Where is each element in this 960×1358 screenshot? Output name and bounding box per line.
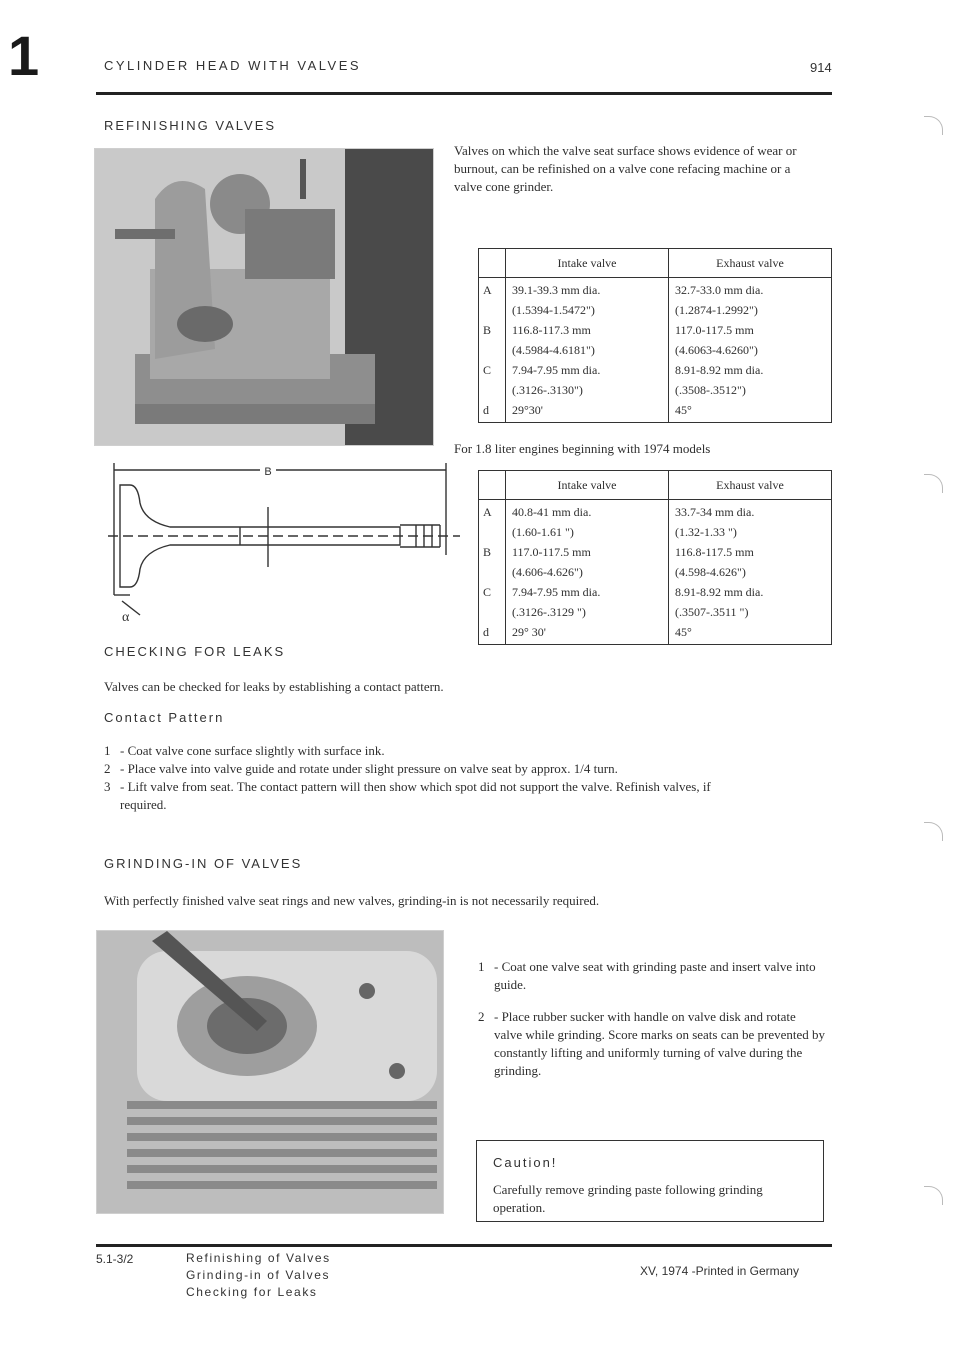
step-text: - Lift valve from seat. The contact pattern will then show which spot did not support the valve. Refinish valves, if required. xyxy=(120,779,711,812)
footer-title: Checking for Leaks xyxy=(186,1285,318,1299)
table-header-blank xyxy=(479,471,506,500)
step-number: 2 xyxy=(104,761,111,776)
margin-mark xyxy=(924,474,943,493)
step-number: 3 xyxy=(104,779,111,794)
intake-value: 29° 30' xyxy=(512,625,546,639)
machine-illustration xyxy=(95,149,433,445)
valve-spec-table xyxy=(478,248,832,423)
footer-title: Refinishing of Valves xyxy=(186,1251,331,1265)
exhaust-values xyxy=(669,278,832,423)
margin-mark xyxy=(924,116,943,135)
table-header-exhaust: Exhaust valve xyxy=(669,471,832,500)
step-number: 1 xyxy=(478,959,485,974)
letter-b: B xyxy=(483,323,492,337)
exhaust-value: (.3507-.3511 ") xyxy=(675,605,749,619)
intake-value: 7.94-7.95 mm dia. xyxy=(512,363,601,377)
dimension-letters xyxy=(479,500,506,645)
intake-value: (.3126-.3130") xyxy=(512,383,583,397)
intake-values xyxy=(506,278,669,423)
intake-values xyxy=(506,500,669,645)
exhaust-value: (1.2874-1.2992") xyxy=(675,303,758,317)
step-text: - Place valve into valve guide and rotate under slight pressure on valve seat by approx. 1/4 turn. xyxy=(120,761,618,776)
contact-pattern-heading: Contact Pattern xyxy=(104,710,225,725)
section-heading-leaks: CHECKING FOR LEAKS xyxy=(104,644,286,659)
exhaust-value: 33.7-34 mm dia. xyxy=(675,505,755,519)
exhaust-value: 45° xyxy=(675,403,692,417)
table-header-row xyxy=(479,471,832,500)
table-header-blank xyxy=(479,249,506,278)
caution-box xyxy=(476,1140,824,1222)
intake-value: (.3126-.3129 ") xyxy=(512,605,586,619)
letter-a: A xyxy=(483,505,492,519)
dimension-letters xyxy=(479,278,506,423)
table2-caption: For 1.8 liter engines beginning with 1974 models xyxy=(454,441,711,456)
running-title: CYLINDER HEAD WITH VALVES xyxy=(104,58,362,73)
list-item xyxy=(104,778,844,814)
step-number: 1 xyxy=(104,743,111,758)
cylinder-head-grinding-photo xyxy=(96,930,444,1214)
list-item xyxy=(478,1008,826,1080)
margin-mark xyxy=(924,1186,943,1205)
grinding-steps xyxy=(478,958,826,1080)
step-text: - Place rubber sucker with handle on valve disk and rotate valve while grinding. Score marks on seats can be prevented by constantly lifting and uniformly turning of valve during the grinding. xyxy=(494,1009,826,1078)
letter-c: C xyxy=(483,585,492,599)
list-item xyxy=(104,742,844,760)
section-heading-refinishing: REFINISHING VALVES xyxy=(104,118,277,133)
refinishing-text: Valves on which the valve seat surface shows evidence of wear or burnout, can be refinished on a valve cone refacing machine or a valve cone grinder. xyxy=(454,143,797,194)
chapter-number: 1 xyxy=(8,24,40,87)
caution-text: Carefully remove grinding paste following grinding operation. xyxy=(493,1182,763,1215)
exhaust-value: 8.91-8.92 mm dia. xyxy=(675,363,764,377)
valve-dimension-diagram xyxy=(100,455,460,625)
intake-value: (1.5394-1.5472") xyxy=(512,303,595,317)
footer-rule xyxy=(96,1244,832,1247)
exhaust-value: 8.91-8.92 mm dia. xyxy=(675,585,764,599)
intake-value: 40.8-41 mm dia. xyxy=(512,505,592,519)
intake-value: (4.606-4.626") xyxy=(512,565,583,579)
step-text: - Coat one valve seat with grinding paste and insert valve into guide. xyxy=(494,959,816,992)
letter-d: d xyxy=(483,625,489,639)
intake-value: 7.94-7.95 mm dia. xyxy=(512,585,601,599)
exhaust-value: 117.0-117.5 mm xyxy=(675,323,754,337)
footer-title: Grinding-in of Valves xyxy=(186,1268,331,1282)
footer-code: 5.1-3/2 xyxy=(96,1252,134,1266)
exhaust-value: 32.7-33.0 mm dia. xyxy=(675,283,764,297)
letter-c: C xyxy=(483,363,492,377)
intake-value: (4.5984-4.6181") xyxy=(512,343,595,357)
step-number: 2 xyxy=(478,1009,485,1024)
step-text: - Coat valve cone surface slightly with surface ink. xyxy=(120,743,385,758)
label-alpha: α xyxy=(122,610,130,625)
footer-titles xyxy=(186,1250,331,1301)
section-heading-grinding: GRINDING-IN OF VALVES xyxy=(104,856,303,871)
exhaust-value: (1.32-1.33 ") xyxy=(675,525,737,539)
contact-pattern-steps xyxy=(104,742,844,814)
valve-refacing-machine-photo xyxy=(94,148,434,446)
table-row xyxy=(479,278,832,423)
exhaust-value: (4.598-4.626") xyxy=(675,565,746,579)
exhaust-values xyxy=(669,500,832,645)
margin-mark xyxy=(924,822,943,841)
table-header-exhaust: Exhaust valve xyxy=(669,249,832,278)
caution-title: Caution! xyxy=(493,1155,558,1170)
table-header-intake: Intake valve xyxy=(506,471,669,500)
page-number: 914 xyxy=(810,60,832,75)
exhaust-value: (.3508-.3512") xyxy=(675,383,746,397)
letter-a: A xyxy=(483,283,492,297)
intake-value: 117.0-117.5 mm xyxy=(512,545,591,559)
exhaust-value: 116.8-117.5 mm xyxy=(675,545,754,559)
cylinder-head-illustration xyxy=(97,931,443,1213)
label-b: B xyxy=(264,466,272,478)
table-row xyxy=(479,500,832,645)
letter-b: B xyxy=(483,545,492,559)
letter-d: d xyxy=(483,403,489,417)
valve-spec-table-1974 xyxy=(478,470,832,645)
intake-value: 116.8-117.3 mm xyxy=(512,323,591,337)
intake-value: 29°30' xyxy=(512,403,543,417)
leaks-intro: Valves can be checked for leaks by establishing a contact pattern. xyxy=(104,679,444,694)
footer-edition: XV, 1974 -Printed in Germany xyxy=(640,1264,799,1278)
table-header-row xyxy=(479,249,832,278)
exhaust-value: 45° xyxy=(675,625,692,639)
list-item xyxy=(104,760,844,778)
list-item xyxy=(478,958,826,994)
intake-value: 39.1-39.3 mm dia. xyxy=(512,283,601,297)
grinding-intro: With perfectly finished valve seat rings and new valves, grinding-in is not necessarily required. xyxy=(104,893,600,908)
intake-value: (1.60-1.61 ") xyxy=(512,525,574,539)
table-header-intake: Intake valve xyxy=(506,249,669,278)
exhaust-value: (4.6063-4.6260") xyxy=(675,343,758,357)
header-rule xyxy=(96,92,832,95)
